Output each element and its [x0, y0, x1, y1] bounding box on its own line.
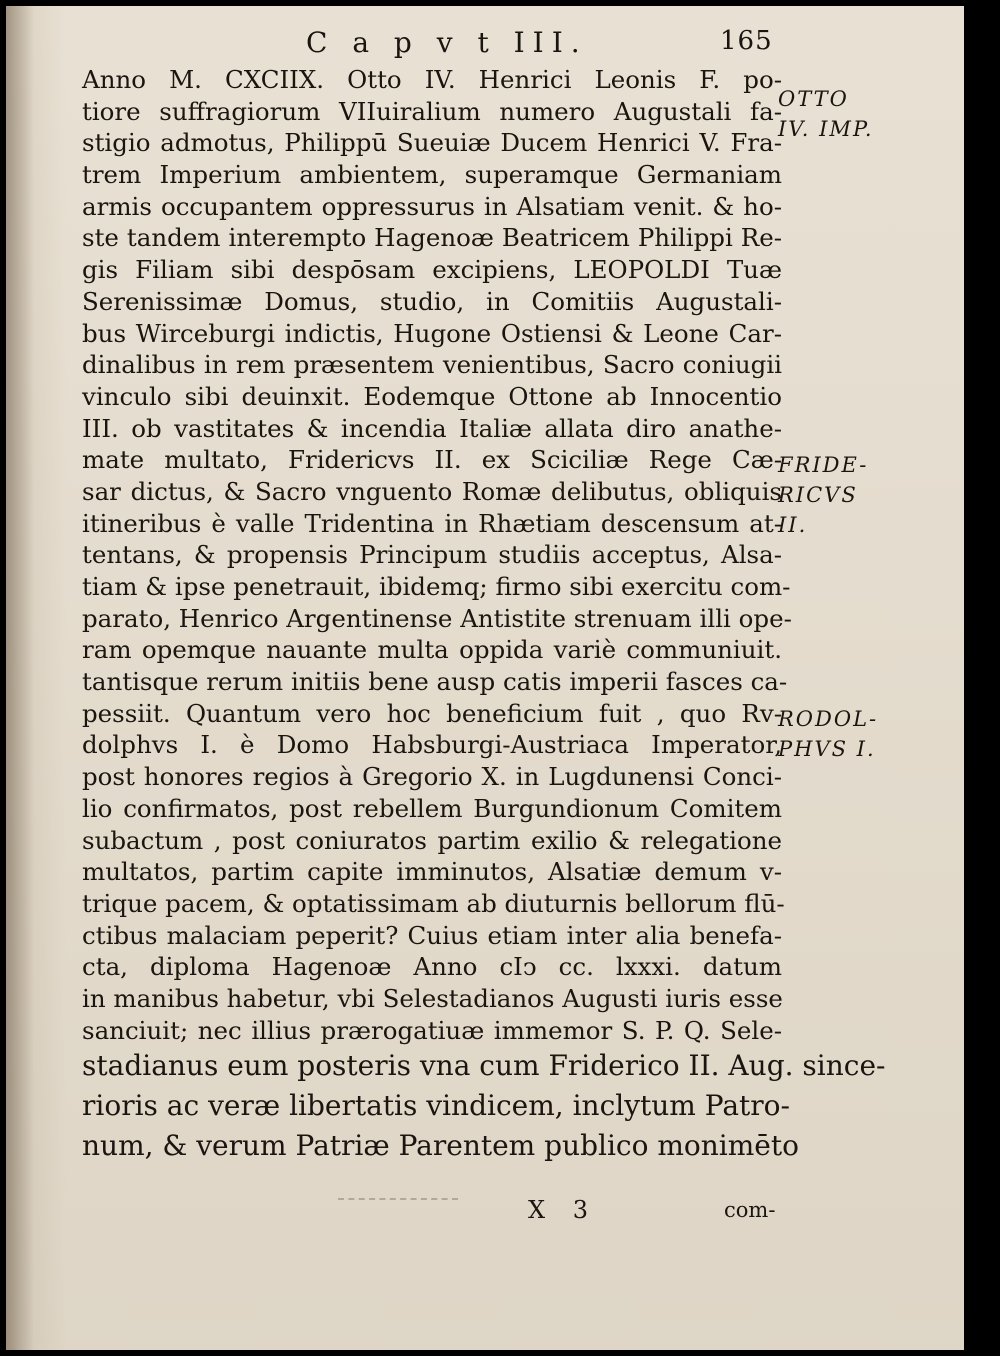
- text-line: sar dictus, & Sacro vnguento Romæ delibutus, obliquis: [82, 476, 782, 506]
- text-line: rioris ac veræ libertatis vindicem, inclytum Patro-: [82, 1089, 790, 1123]
- book-page: [6, 6, 964, 1350]
- text-line: III. ob vastitates & incendia Italiæ allata diro anathe-: [82, 413, 782, 443]
- text-line: sanciuit; nec illius prærogatiuæ immemor S. P. Q. Sele-: [82, 1015, 782, 1045]
- gutter-shadow: [6, 6, 34, 1350]
- text-line: post honores regios à Gregorio X. in Lugdunensi Conci-: [82, 762, 782, 792]
- catchword: com-: [724, 1198, 776, 1222]
- margin-note-line: OTTO: [778, 87, 849, 111]
- text-line: stigio admotus, Philippū Sueuiæ Ducem Henrici V. Fra-: [82, 128, 782, 158]
- running-head: C a p v t III.: [306, 26, 588, 59]
- text-line: stadianus eum posteris vna cum Friderico II. Aug. since-: [82, 1049, 886, 1083]
- text-line: in manibus habetur, vbi Selestadianos Augusti iuris esse: [82, 983, 783, 1013]
- text-line: lio confirmatos, post rebellem Burgundionum Comitem: [82, 793, 782, 823]
- margin-note-line: RODOL-: [778, 707, 879, 731]
- text-line: armis occupantem oppressurus in Alsatiam venit. & ho-: [82, 191, 782, 221]
- text-line: tiore suffragiorum VIIuiralium numero Augustali fa-: [82, 96, 782, 126]
- margin-note-otto: [778, 84, 888, 144]
- scan-border: [964, 0, 1000, 1356]
- margin-note-rodolphus: [778, 704, 888, 764]
- text-line: trem Imperium ambientem, superamque Germaniam: [82, 160, 782, 190]
- page-number: 165: [720, 26, 773, 56]
- text-line: vinculo sibi deuinxit. Eodemque Ottone ab Innocentio: [82, 381, 782, 411]
- text-line: Anno M. CXCIIX. Otto IV. Henrici Leonis F. po-: [82, 65, 782, 94]
- text-line: dolphvs I. è Domo Habsburgi-Austriaca Imperator,: [82, 730, 782, 760]
- text-line: ctibus malaciam peperit? Cuius etiam inter alia benefa-: [82, 920, 782, 950]
- text-line: ste tandem interempto Hagenoæ Beatricem Philippi Re-: [82, 223, 782, 253]
- text-line: mate multato, Fridericvs II. ex Sciciliæ Rege Cæ-: [82, 445, 782, 475]
- signature-mark: X 3: [528, 1196, 598, 1224]
- text-line: ram opemque nauante multa oppida variè communiuit.: [82, 635, 782, 665]
- text-line: tiam & ipse penetrauit, ibidemq; firmo sibi exercitu com-: [82, 572, 791, 601]
- text-line: tentans, & propensis Principum studiis acceptus, Alsa-: [82, 540, 782, 570]
- text-line: trique pacem, & optatissimam ab diuturnis bellorum flū-: [82, 888, 785, 918]
- margin-note-fridericus: [778, 450, 888, 540]
- text-line: bus Wirceburgi indictis, Hugone Ostiensi & Leone Car-: [82, 318, 782, 348]
- text-line: dinalibus in rem præsentem venientibus, Sacro coniugii: [82, 350, 782, 380]
- margin-note-line: RICVS II.: [778, 483, 858, 537]
- text-line: tantisque rerum initiis bene ausp catis imperii fasces ca-: [82, 667, 788, 697]
- text-line: Serenissimæ Domus, studio, in Comitiis Augustali-: [82, 286, 782, 316]
- text-line: pessiit. Quantum vero hoc beneficium fuit , quo Rv-: [82, 698, 782, 728]
- margin-note-line: IV. IMP.: [778, 117, 874, 141]
- text-line: gis Filiam sibi despōsam excipiens, LEOPOLDI Tuæ: [82, 255, 782, 285]
- text-line: multatos, partim capite imminutos, Alsatiæ demum v-: [82, 857, 782, 887]
- text-line: cta, diploma Hagenoæ Anno cIↄ cc. lxxxi. datum: [82, 952, 782, 982]
- text-line: parato, Henrico Argentinense Antistite strenuam illi ope-: [82, 603, 792, 633]
- text-line: itineribus è valle Tridentina in Rhætiam descensum at-: [82, 508, 782, 538]
- margin-note-line: FRIDE-: [778, 453, 869, 477]
- text-line: subactum , post coniuratos partim exilio & relegatione: [82, 825, 782, 855]
- text-line: num, & verum Patriæ Parentem publico monimēto: [82, 1129, 799, 1163]
- margin-note-line: PHVS I.: [778, 737, 876, 761]
- footer-dashes: [338, 1198, 458, 1202]
